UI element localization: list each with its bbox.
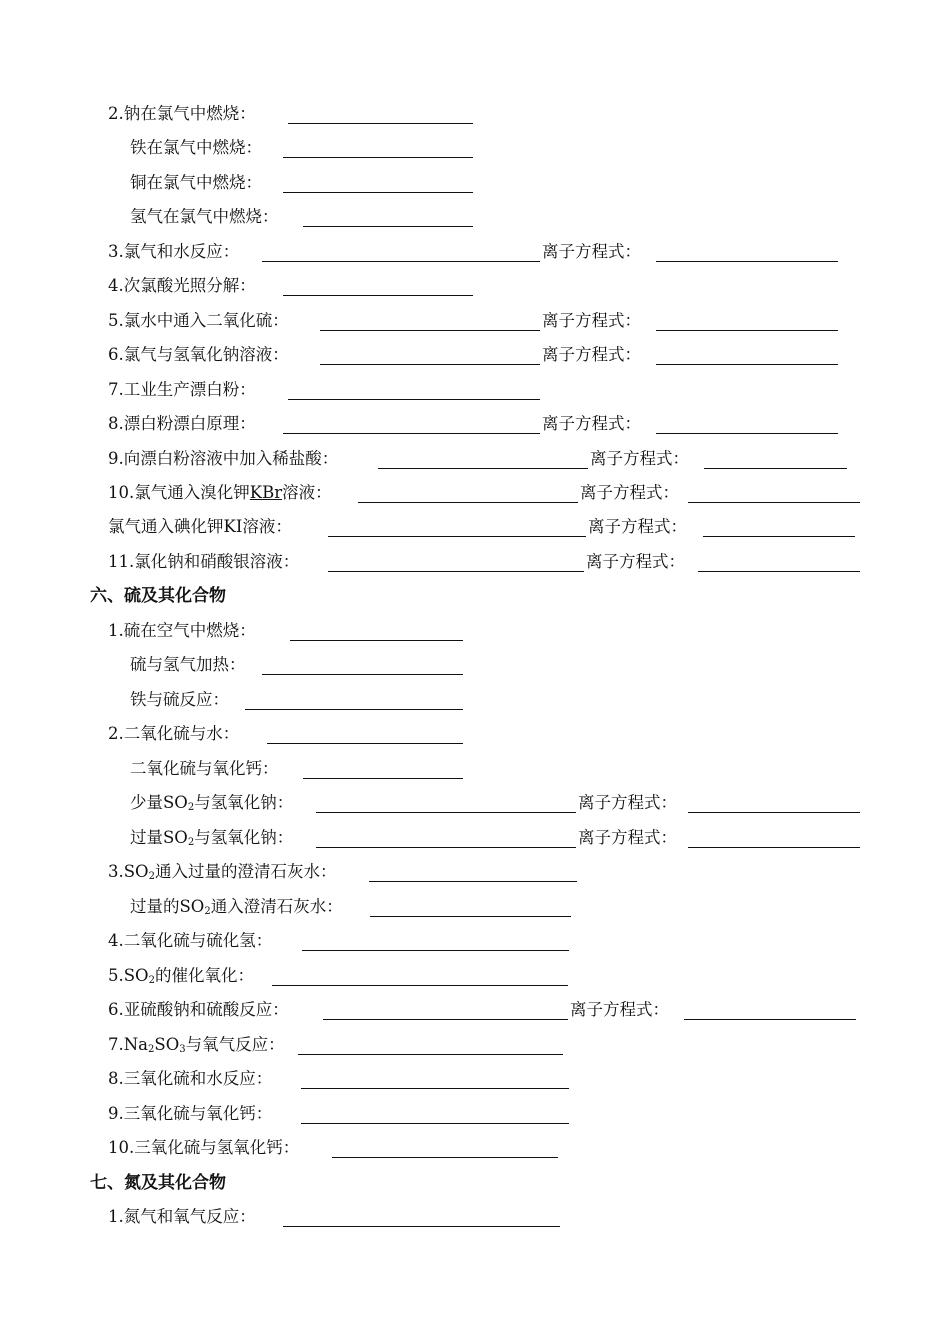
section-heading-sulfur: 六、硫及其化合物 [90, 586, 226, 606]
answer-blank[interactable] [262, 261, 540, 262]
answer-blank[interactable] [283, 157, 473, 158]
answer-blank[interactable] [316, 847, 576, 848]
answer-blank[interactable] [328, 571, 584, 572]
answer-blank[interactable] [245, 709, 463, 710]
answer-blank[interactable] [332, 1157, 558, 1158]
answer-blank[interactable] [283, 295, 473, 296]
ionic-answer-blank[interactable] [688, 812, 860, 813]
answer-blank[interactable] [370, 916, 571, 917]
ionic-answer-blank[interactable] [704, 468, 847, 469]
answer-blank[interactable] [283, 433, 540, 434]
answer-blank[interactable] [302, 950, 569, 951]
answer-blank[interactable] [288, 399, 540, 400]
answer-blank[interactable] [378, 468, 588, 469]
answer-blank[interactable] [369, 881, 577, 882]
ionic-answer-blank[interactable] [656, 330, 838, 331]
answer-blank[interactable] [262, 674, 463, 675]
answer-blank[interactable] [320, 330, 540, 331]
section-heading-nitrogen: 七、氮及其化合物 [90, 1173, 226, 1193]
answer-blank[interactable] [290, 640, 463, 641]
answer-blank[interactable] [320, 364, 540, 365]
answer-blank[interactable] [283, 1226, 560, 1227]
answer-blank[interactable] [316, 812, 576, 813]
ionic-answer-blank[interactable] [656, 433, 838, 434]
answer-blank[interactable] [303, 226, 473, 227]
answer-blank[interactable] [358, 502, 578, 503]
ionic-answer-blank[interactable] [698, 571, 860, 572]
answer-blank[interactable] [328, 536, 586, 537]
answer-blank[interactable] [288, 123, 473, 124]
ionic-answer-blank[interactable] [656, 364, 838, 365]
ionic-answer-blank[interactable] [688, 502, 860, 503]
answer-blank[interactable] [301, 1088, 569, 1089]
answer-blank[interactable] [267, 743, 463, 744]
ionic-answer-blank[interactable] [688, 847, 860, 848]
answer-blank[interactable] [323, 1019, 568, 1020]
ionic-answer-blank[interactable] [703, 536, 855, 537]
worksheet-page: 2.钠在氯气中燃烧： 铁在氯气中燃烧： 铜在氯气中燃烧： 氢气在氯气中燃烧： 3.氯气和水反应： 离子方程式： 4.次氯酸光照分解： 5.氯水中通入二氧化硫： 离子方程式： 6.氯气与氢氧化钠溶液： 离子方程式： 7.工业生产漂白粉： 8.漂白粉漂白原理： 离子方程式： 9.向漂白粉溶液中加入稀盐酸： 离子方程式： 10.氯气通入溴化钾KBr溶液： 离子方程式： 氯气通入碘化钾KI溶液： 离子方程式： 11.氯化钠和硝酸银溶液： 离子方程式： 六、硫及其化合物 1.硫在空气中燃烧： 硫与氢气加热： 铁与硫反应： 2.二氧化硫与水： 二氧化硫与氧化钙： 少量$SO_2$与氢氧化钠： 离子方程式： 过量$SO_2$与氢氧化钠： 离子方程式： $3.SO_2$通入过量的澄清石灰水： 过量的$SO_2$通入澄清石灰水： 4.二氧化硫与硫化氢： $5.SO_2$的催化氧化： 6.亚硫酸钠和硫酸反应： 离子方程式： $7.Na_2SO_3$与氧气反应： 8.三氧化硫和水反应： 9.三氧化硫与氧化钙： 10.三氧化硫与氢氧化钙： 七、氮及其化合物 1.氮气和氧气反应： [0, 0, 950, 1344]
answer-blank[interactable] [298, 1054, 563, 1055]
answer-blank[interactable] [301, 1123, 569, 1124]
ionic-answer-blank[interactable] [684, 1019, 856, 1020]
answer-blank[interactable] [283, 192, 473, 193]
ionic-answer-blank[interactable] [656, 261, 838, 262]
answer-blank[interactable] [272, 985, 568, 986]
answer-blank[interactable] [303, 778, 463, 779]
